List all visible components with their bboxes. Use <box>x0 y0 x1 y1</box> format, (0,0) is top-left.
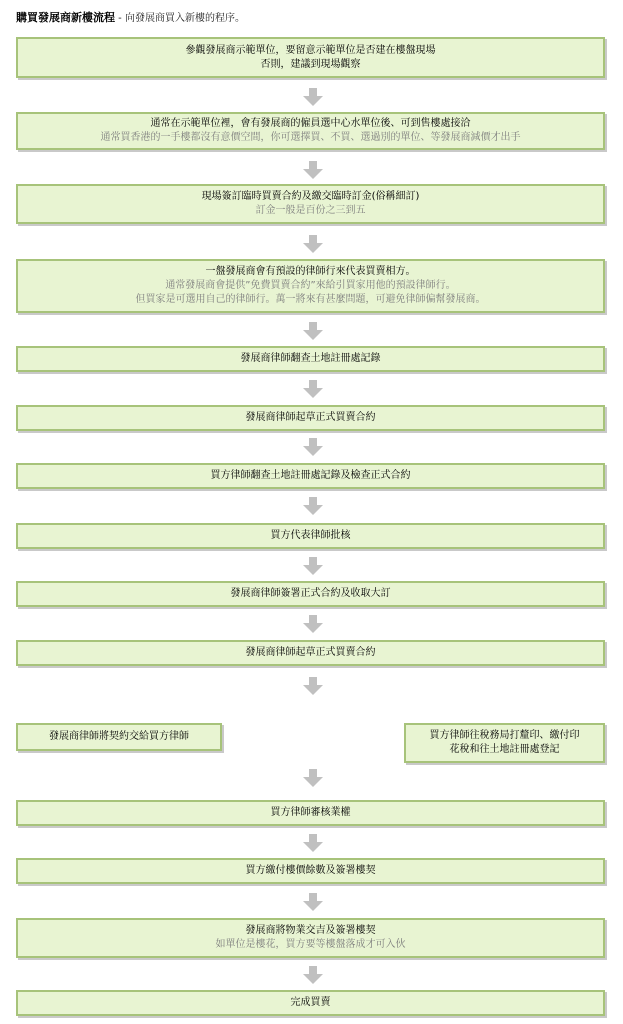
down-arrow-icon <box>303 88 323 106</box>
step-provisional-contract <box>16 184 605 224</box>
step-stamp-duty-registration <box>404 723 605 763</box>
step-text: 通常在示範單位裡，會有發展商的僱員選中心水單位後、可到售樓處接洽 <box>150 118 471 129</box>
down-arrow-icon <box>303 834 323 852</box>
step-text: 參觀發展商示範單位，要留意示範單位是否建在樓盤現場 <box>185 44 436 56</box>
step-text: 買方律師翻查土地註冊處記錄及檢查正式合約 <box>210 470 411 481</box>
step-buyer-lawyer-approve <box>16 523 605 549</box>
step-draft-formal-contract-2 <box>16 640 605 666</box>
step-note: 訂金一般是百份之三到五 <box>255 205 366 216</box>
step-note: 如單位是樓花，買方要等樓盤落成才可入伙 <box>215 939 406 950</box>
step-deed-to-buyer-lawyer <box>16 723 222 751</box>
down-arrow-icon <box>303 438 323 456</box>
step-developer-search-records <box>16 346 605 372</box>
down-arrow-icon <box>303 615 323 633</box>
down-arrow-icon <box>303 322 323 340</box>
step-sign-formal-contract <box>16 581 605 607</box>
down-arrow-icon <box>303 557 323 575</box>
step-text: 發展商律師將契約交給買方律師 <box>49 731 189 742</box>
step-note: 但買家是可選用自己的律師行。萬一將來有甚麼問題，可避免律師偏幫發展商。 <box>135 294 486 305</box>
page-header <box>16 9 245 25</box>
down-arrow-icon <box>303 235 323 253</box>
down-arrow-icon <box>303 161 323 179</box>
step-visit-show-flat <box>16 37 605 78</box>
step-note: 通常買香港的一手樓都沒有意價空間，你可選擇買、不買、選過別的單位、等發展商減價才出手 <box>100 132 521 143</box>
step-text: 發展商律師起草正式買賣合約 <box>245 647 376 658</box>
step-choose-unit <box>16 112 605 150</box>
step-buyer-check-contract <box>16 463 605 489</box>
step-note: 通常發展商會提供”免費買賣合約”來給引買家用他的預設律師行。 <box>165 280 456 291</box>
step-text: 完成買賣 <box>290 997 331 1008</box>
step-text: 發展商律師起草正式買賣合約 <box>245 412 376 423</box>
step-text: 一盤發展商會有預設的律師行來代表買賣相方。 <box>205 266 416 277</box>
step-text: 買方律師審核業權 <box>270 807 351 818</box>
down-arrow-icon <box>303 893 323 911</box>
page-subtitle: - 向發展商買入新樓的程序。 <box>115 13 245 24</box>
step-text: 現場簽訂臨時買賣合約及繳交臨時訂金(俗稱細訂) <box>201 191 420 202</box>
step-lawyer-firm <box>16 259 605 313</box>
step-draft-formal-contract <box>16 405 605 431</box>
step-text: 發展商將物業交吉及簽署樓契 <box>245 925 376 936</box>
down-arrow-icon <box>303 966 323 984</box>
step-text: 發展商律師翻查土地註冊處記錄 <box>240 353 381 364</box>
down-arrow-icon <box>303 497 323 515</box>
step-text: 發展商律師簽署正式合約及收取大訂 <box>230 588 391 599</box>
page-title: 購買發展商新樓流程 <box>16 11 115 24</box>
step-complete <box>16 990 605 1016</box>
step-buyer-verify-title <box>16 800 605 826</box>
step-hand-over-property <box>16 918 605 958</box>
step-text: 買方律師往稅務局打釐印、繳付印 <box>429 730 580 741</box>
step-text: 花稅和往土地註冊處登記 <box>449 744 560 755</box>
step-text: 否則，建議到現場觀察 <box>260 58 361 70</box>
step-text: 買方代表律師批核 <box>270 530 351 541</box>
step-text: 買方繳付樓價餘數及簽署樓契 <box>245 865 376 876</box>
down-arrow-icon <box>303 677 323 695</box>
down-arrow-icon <box>303 769 323 787</box>
down-arrow-icon <box>303 380 323 398</box>
step-pay-balance <box>16 858 605 884</box>
